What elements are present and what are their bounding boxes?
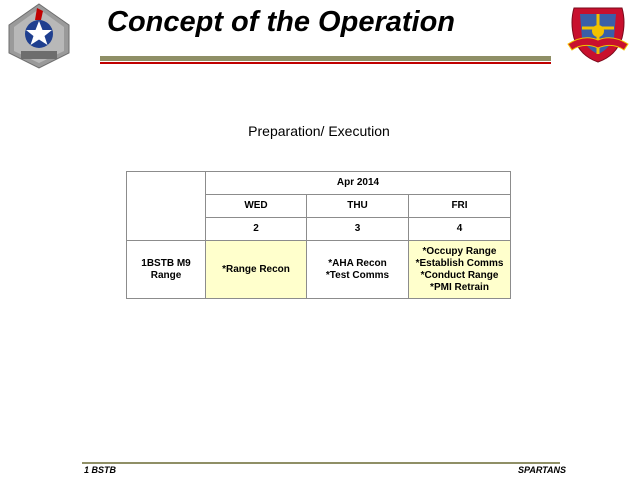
- slide-subtitle: Preparation/ Execution: [248, 123, 390, 139]
- date-header: 3: [307, 218, 409, 241]
- task-line: *Test Comms: [325, 269, 390, 281]
- unit-insignia-icon: [8, 3, 70, 69]
- table-row-month: [127, 172, 511, 195]
- title-divider-accent: [100, 62, 551, 64]
- date-header: 4: [409, 218, 511, 241]
- footer-unit: 1 BSTB: [84, 465, 117, 475]
- task-line: *Establish Comms: [415, 257, 504, 269]
- day-header: THU: [307, 195, 409, 218]
- task-line: *Range Recon: [222, 263, 290, 275]
- task-line: *AHA Recon: [328, 257, 387, 269]
- schedule-table: [126, 171, 511, 299]
- row-label: [127, 241, 206, 299]
- month-header: Apr 2014: [206, 172, 511, 195]
- empty-corner-cell: [127, 172, 206, 241]
- task-cell: [307, 241, 409, 299]
- title-divider: [100, 56, 551, 61]
- date-header: 2: [206, 218, 307, 241]
- footer-divider: [82, 462, 560, 464]
- footer-motto: SPARTANS: [518, 465, 567, 475]
- row-label-text: 1BSTB M9 Range: [141, 257, 191, 281]
- task-cell: [206, 241, 307, 299]
- task-line: *Conduct Range: [420, 269, 499, 281]
- task-line: *Occupy Range: [422, 245, 497, 257]
- page-title: Concept of the Operation: [107, 6, 455, 38]
- day-header: WED: [206, 195, 307, 218]
- task-line: *PMI Retrain: [430, 281, 489, 293]
- task-cell: [409, 241, 511, 299]
- regimental-crest-icon: [566, 4, 630, 64]
- day-header: FRI: [409, 195, 511, 218]
- table-row: [127, 241, 511, 299]
